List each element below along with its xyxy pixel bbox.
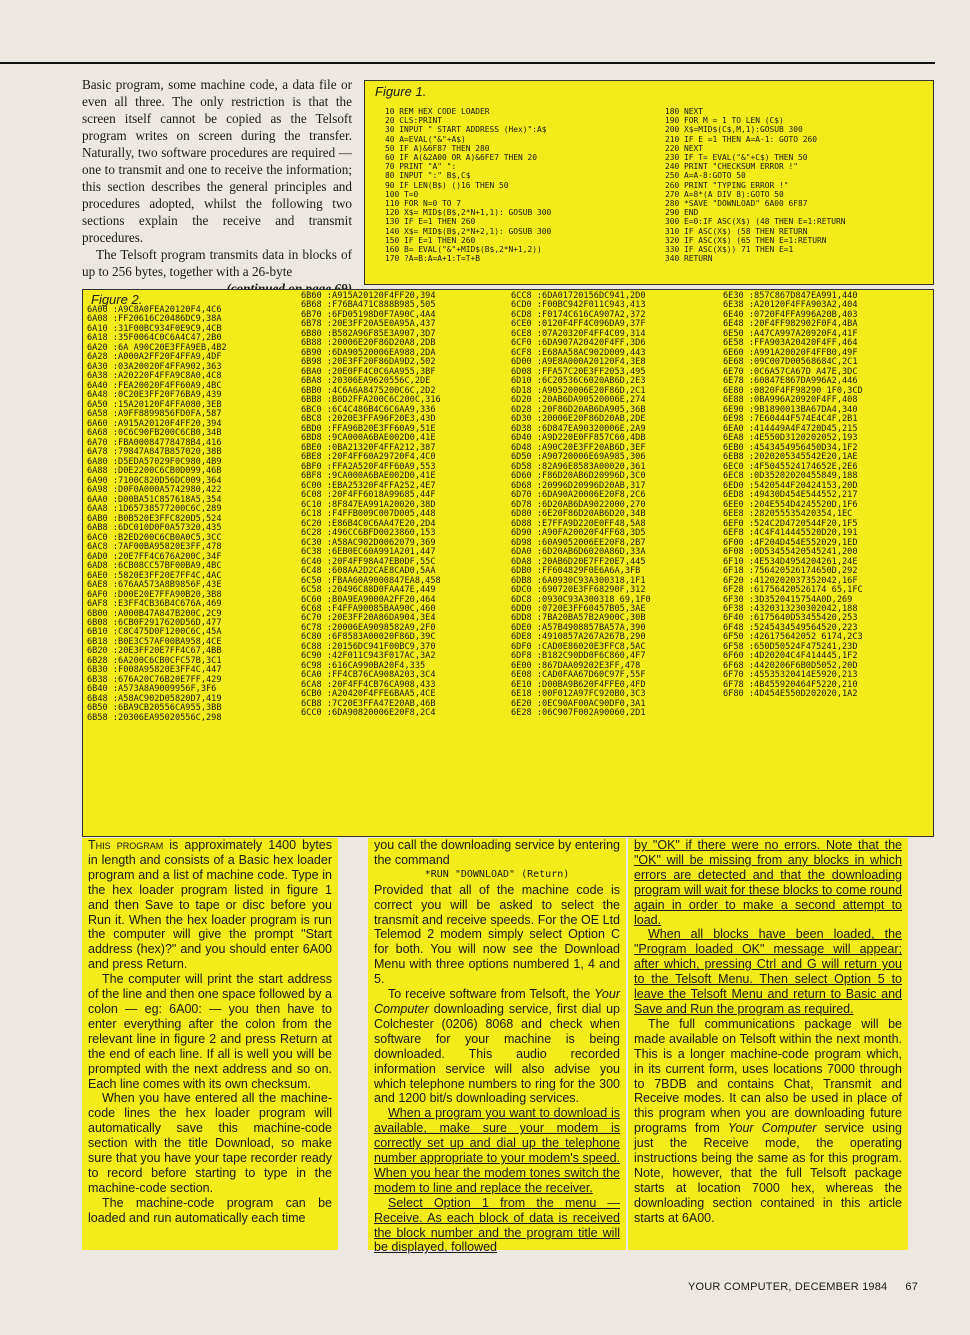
listing-line: 6F78 :4B455920464F5220,210: [723, 679, 858, 690]
listing-line: 6AD8 :6CB08CC57BF00BA9,4BC: [87, 561, 222, 572]
listing-line: 6B78 :20E3FF20A5E0A95A,437: [301, 319, 436, 330]
figure-2-caption: Figure 2.: [91, 292, 143, 307]
listing-line: 6AC0 :B2ED200C6CB0A0C5,3CC: [87, 532, 222, 543]
listing-line: 6DB8 :6A0930C93A300318,1F1: [511, 575, 646, 586]
intro-paragraph-2: The Telsoft program transmits data in blocks of up to 256 bytes, together with a 26-byte: [82, 247, 352, 279]
listing-line: 6B80 :B582A96F85E3A907,3D7: [301, 328, 436, 339]
article-column-3: [628, 838, 908, 1250]
listing-line: 6E18 :00F012A97FC920B0,3C3: [511, 689, 646, 700]
listing-line: 6E30 :857C867D847EA991,440: [723, 291, 858, 301]
listing-line: 6CE0 :0120F4FF4C096DA9,37F: [511, 319, 646, 330]
listing-line: 290 END: [665, 208, 699, 218]
listing-line: 6CE8 :07A20320F4FF4C09,314: [511, 328, 646, 339]
listing-line: 6D60 :F86D20AB6D20996D,3C0: [511, 471, 646, 482]
listing-line: 6EC0 :4F5045524174652E,2E6: [723, 461, 858, 472]
listing-line: 6C00 :EBA25320F4FFA252,4E7: [301, 480, 436, 491]
listing-line: 6EA8 :4E550D3120202052,193: [723, 433, 858, 444]
listing-line: 6EE0 :204E554D4245520D,1F6: [723, 499, 858, 510]
listing-line: 6E80 :0820F4FF98290 1F0,3CD: [723, 385, 863, 396]
listing-line: 6E60 :A991A20020F4FFB0,49F: [723, 347, 858, 358]
listing-line: 6D68 :20996D20996D20AB,317: [511, 480, 646, 491]
listing-line: 6B20 :20E3FF20E7FF4C67,4BB: [87, 646, 222, 657]
listing-line: 6D18 :A90520006E20F86D,2C1: [511, 385, 646, 396]
listing-line: 6AF8 :E3FF4CB36B4C676A,469: [87, 599, 222, 610]
listing-line: 6C50 :FBAA60A9000847EA8,458: [301, 575, 441, 586]
hex-column-4: [723, 292, 863, 700]
listing-line: 6A60 :A915A20120F4FF20,394: [87, 418, 222, 429]
hex-column-3: [511, 292, 651, 719]
listing-line: 6DB0 :FF604829F0E6A6A,3FB: [511, 566, 641, 577]
listing-line: 300 E=0:IF ASC(X$) (48 THEN E=1:RETURN: [665, 217, 846, 227]
listing-line: 70 PRINT "A" ":: [385, 162, 457, 172]
figure-1-listing-right: [665, 107, 846, 263]
listing-line: 6F30 :3D3520415754A0D,269: [723, 594, 853, 605]
listing-line: 6A40 :FEA20020F4FF60A9,4BC: [87, 380, 222, 391]
listing-line: 130 IF E=1 THEN 260: [385, 217, 476, 227]
listing-line: 190 FOR M = 1 TO LEN (C$): [665, 116, 784, 126]
listing-line: 6DC8 :0930C93A300318 69,1F0: [511, 594, 651, 605]
listing-line: 6D88 :E7FFA9D220E0FF48,5A8: [511, 518, 646, 529]
listing-line: 6CA8 :20F4FF4CB76CA908,433: [301, 679, 436, 690]
listing-line: 6AB0 :B0B520E3FFC820D5,524: [87, 513, 222, 524]
listing-line: 10 REM HEX CODE LOADER: [385, 107, 490, 116]
listing-line: 6D10 :6C20536C6020AB6D,2E3: [511, 376, 646, 387]
listing-line: 6C08 :20F4FF6018A99685,44F: [301, 490, 436, 501]
col1-paragraph-2: The computer will print the start address of the line and then one space followed by a colon — eg: 6A00: — you then have to enter everything after the colon from the relevant line in figure 2 and press Return at the end of each line. If all is well you will be prompted with the next address and so on. Each line comes with its own checksum.: [88, 972, 332, 1091]
listing-line: 6BD8 :9CA000A6BAE002D0,41E: [301, 433, 436, 444]
figure-1-box: [364, 80, 934, 285]
listing-line: 6CD8 :F0174C616CA907A2,372: [511, 309, 646, 320]
listing-line: 6B98 :20E3FF20F86DA9D2,502: [301, 357, 436, 368]
listing-line: 6E88 :0BA996A20920F4FF,408: [723, 395, 858, 406]
listing-line: 6CD0 :F00BC942F011C943,413: [511, 300, 646, 311]
listing-line: 6BE0 :0BA21320F4FFA212,387: [301, 442, 436, 453]
listing-line: 6F80 :4D454E550D202020,1A2: [723, 689, 858, 700]
listing-line: 6CF0 :6DA907A20420F4FF,3D6: [511, 338, 646, 349]
listing-line: 6B08 :6CB0F2917620D56D,477: [87, 617, 222, 628]
listing-line: 6A50 :15A20120F4FFA080,3EB: [87, 399, 222, 410]
listing-line: 6BE8 :20F4FF60A29720F4,4C0: [301, 452, 436, 463]
listing-line: 6A68 :0C6C90FB200C6CB0,34B: [87, 428, 222, 439]
figure-2-box: [82, 289, 934, 837]
listing-line: 6F08 :0D53455420545241,200: [723, 547, 858, 558]
listing-line: 60 IF A(&2A00 OR A)&6FE7 THEN 20: [385, 153, 538, 163]
listing-line: 6D78 :6D20AB6DA9022000,270: [511, 499, 646, 510]
listing-line: 6F18 :756420526174650D,292: [723, 566, 858, 577]
listing-line: 6F38 :4320313230302042,188: [723, 603, 858, 614]
listing-line: 6B38 :676A20C76B20E7FF,429: [87, 674, 222, 685]
listing-line: 6DC0 :690720E3FF68290F,312: [511, 585, 646, 596]
listing-line: 6A20 :6A A90C20E3FFA9EB,4B2: [87, 342, 227, 353]
listing-line: 6F60 :4D20204C4F414445,1F2: [723, 651, 858, 662]
listing-line: 6A30 :03A20020F4FFA902,363: [87, 361, 222, 372]
listing-line: 6D48 :A90C20E3FF20AB6D,3EF: [511, 442, 646, 453]
listing-line: 6B50 :6BA9CB20556CA955,3BB: [87, 703, 222, 714]
listing-line: 6B68 :F76BA471C888B985,505: [301, 300, 436, 311]
listing-line: 6C58 :20496C88D0FAA47E,449: [301, 585, 436, 596]
magazine-name: Your Computer: [374, 987, 620, 1016]
col2-paragraph-3: [374, 987, 620, 1106]
listing-line: 6F58 :650D50524F475241,23D: [723, 641, 858, 652]
listing-line: 6F20 :4120202037352042,16F: [723, 575, 858, 586]
listing-line: 6DA0 :6D20AB6D6020A86D,33A: [511, 547, 646, 558]
listing-line: 140 X$= MID$(B$,2*N+2,1): GOSUB 300: [385, 226, 552, 236]
listing-line: 6C90 :42F011C943F017AC,3A2: [301, 651, 436, 662]
listing-line: 6A18 :35F0064C0C6A4C47,2B0: [87, 333, 222, 344]
listing-line: 6C38 :6EB0EC60A991A201,447: [301, 547, 436, 558]
listing-line: 6EE8 :282055535420354,1EC: [723, 509, 853, 520]
hex-column-2: [301, 292, 441, 719]
listing-line: 330 IF ASC(X$)) 71 THEN E=1: [665, 245, 794, 255]
listing-line: 6EC8 :0D35202020455849,188: [723, 471, 858, 482]
listing-line: 6C80 :6F8583A00020F86D,39C: [301, 632, 436, 643]
listing-line: 6E50 :A47CA997A20920F4,41F: [723, 328, 858, 339]
listing-line: 170 ?A=B:A=A+1:T=T+B: [385, 254, 481, 264]
listing-line: 6CC0 :6DA90820006E20F8,2C4: [301, 708, 436, 719]
listing-line: 6A78 :79847A847B857020,38B: [87, 447, 222, 458]
listing-line: 6B60 :A915A20120F4FF20,394: [301, 291, 436, 301]
listing-line: 6BC0 :6C4C486B4C6C6AA9,336: [301, 404, 436, 415]
listing-line: 6BA0 :20E0FF4C0C6AA955,3BF: [301, 366, 436, 377]
listing-line: 6C60 :B0A9EA9000A2FF20,464: [301, 594, 436, 605]
listing-line: 6BC8 :2020E3FFA96F20E3,43D: [301, 414, 436, 425]
listing-line: 6C30 :A58AC902D0062079,369: [301, 537, 436, 548]
listing-line: 20 CLS:PRINT: [385, 116, 443, 126]
listing-line: 6C28 :496CC6BFD0023860,153: [301, 528, 436, 539]
listing-line: 6C18 :F4FFB009C007D005,448: [301, 509, 436, 520]
listing-line: 90 IF LEN(B$) ()16 THEN 50: [385, 180, 509, 190]
col2-paragraph-1: you call the downloading service by entering the command: [374, 838, 620, 867]
listing-line: 30 INPUT " START ADDRESS (Hex)":A$: [385, 125, 547, 135]
listing-line: 6E10 :D00BA9B620F4FFE0,4FD: [511, 679, 646, 690]
col1-paragraph-4: The machine-code program can be loaded and run automatically each time: [88, 1195, 332, 1225]
listing-line: 6E78 :60847E867DA996A2,446: [723, 376, 858, 387]
listing-line: 310 IF ASC(X$) (58 THEN RETURN: [665, 226, 808, 236]
listing-line: 6B28 :6A200C6CB0CFC57B,3C1: [87, 655, 222, 666]
col2-paragraph-5: Select Option 1 from the menu — Receive. As each block of data is received the block number and the program title will be displayed, followed: [374, 1195, 620, 1255]
listing-line: 6C10 :8F847EA991A20020,38D: [301, 499, 436, 510]
listing-line: 6C68 :F4FFA90085BAA90C,460: [301, 603, 436, 614]
col1-paragraph-1-text: is approximately 1400 bytes in length and consists of a Basic hex loader program and a list of machine code. Type in the hex loader program listed in figure 1 and then Save to tape or disc before you Run it. When the hex loader program is run the computer will give the prompt "Start address (hex)?" and you should enter 6A00 and press Return.: [88, 838, 332, 972]
listing-line: 180 NEXT: [665, 107, 704, 116]
col2-p3-start: To receive software from Telsoft, the: [388, 987, 595, 1002]
listing-line: 6A98 :D0F0A000A5742980,422: [87, 485, 222, 496]
col2-paragraph-4: When a program you want to download is available, make sure your modem is correctly set up and dial up the telephone number appropriate to your modem's speed. When you hear the modem tones switch the modem to line and replace the receiver.: [374, 1106, 620, 1195]
listing-line: 6C40 :20F4FF98A47EB0DF,55C: [301, 556, 436, 567]
listing-line: 6C88 :20156DC941F00BC9,370: [301, 641, 436, 652]
listing-line: 6D50 :A90720006E69A985,306: [511, 452, 646, 463]
listing-line: 6DA8 :20AB6D20E7FF20E7,445: [511, 556, 646, 567]
listing-line: 6F48 :5245434549564520,223: [723, 622, 858, 633]
listing-line: 6ED0 :5420544F20424153,20D: [723, 480, 858, 491]
listing-line: 6E20 :0EC90AF00AC90DF0,3A1: [511, 698, 646, 709]
listing-line: 6F28 :61756420526174 65,1FC: [723, 585, 863, 596]
listing-line: 6B48 :A58AC902D05820D7,419: [87, 693, 222, 704]
listing-line: 110 FOR N=0 TO 7: [385, 199, 462, 209]
listing-line: 6C48 :608AA2D2CAE8CAD0,5AA: [301, 566, 436, 577]
listing-line: 6F50 :426175642052 6174,2C3: [723, 632, 863, 643]
listing-line: 250 A=A-8:GOTO 50: [665, 171, 746, 181]
col2-p3-end: downloading service, first dial up Colchester (0206) 8068 and check when software for your machine is being downloaded. This audio recorded information service will also advise you which telephone numbers to ring for the 300 and 1200 bit/s downloading services.: [374, 1001, 620, 1106]
listing-line: 6D20 :20AB6DA90520006E,274: [511, 395, 646, 406]
listing-line: 6A80 :D5EDA57029F0C980,4B9: [87, 456, 222, 467]
magazine-name-2: Your Computer: [727, 1121, 817, 1136]
listing-line: 100 T=0: [385, 189, 419, 199]
listing-line: 6D38 :6D847EA90320006E,2A9: [511, 423, 646, 434]
listing-line: 6D90 :A90FA20020F4FF68,3D5: [511, 528, 646, 539]
listing-line: 6EA0 :414449A4F4720D45,215: [723, 423, 858, 434]
listing-line: 6D70 :6DA90A20006E20F8,2C6: [511, 490, 646, 501]
listing-line: 6CC8 :6DA01720156DC941,2D0: [511, 291, 646, 301]
listing-line: 6E38 :A20120F4FFA903A2,404: [723, 300, 858, 311]
listing-line: 40 A=EVAL("&"+A$): [385, 134, 466, 144]
col2-paragraph-2: Provided that all of the machine code is correct you will be asked to select the transmit and receive speeds. For the OE Ltd Telemod 2 modem simply select Option C for both. You will now see the Download Menu with three options numbered 1, 4 and 5.: [374, 882, 620, 987]
listing-line: 6BD0 :FFA96B20E3FF60A9,51E: [301, 423, 436, 434]
col1-paragraph-1: [88, 838, 332, 972]
listing-line: 6C20 :E86B4C0C6AA47E20,2D4: [301, 518, 436, 529]
col1-paragraph-3: When you have entered all the machine-code lines the hex loader program will automatically save this machine-code section with the title Download, so make sure that you have your tape recorder ready to record before starting to type in the machine-code section.: [88, 1091, 332, 1195]
listing-line: 280 *SAVE "DOWNLOAD" 6A00 6F87: [665, 199, 808, 209]
listing-line: 6DE8 :4910857A267A267B,290: [511, 632, 646, 643]
col3-paragraph-3: [634, 1017, 902, 1226]
listing-line: 6E28 :06C907F002A90060,2D1: [511, 708, 646, 719]
listing-line: 6D08 :FFA57C20E3FF2053,495: [511, 366, 646, 377]
page-footer: [688, 1281, 918, 1293]
listing-line: 6B40 :A573A8A9009956F,3F6: [87, 684, 217, 695]
listing-line: 6DD0 :0720E3FF60457B05,3AE: [511, 603, 646, 614]
listing-line: 230 IF T= EVAL("&"+C$) THEN 50: [665, 153, 808, 163]
listing-line: 6ED8 :49430D454E544552,217: [723, 490, 858, 501]
listing-line: 6AC8 :7AF00BA95820E3FF,478: [87, 542, 222, 553]
listing-line: 6DF0 :CAD0E86020E3FFC8,5AC: [511, 641, 646, 652]
listing-line: 6EB0 :4543454956450D34,1F2: [723, 442, 858, 453]
listing-line: 6CB8 :7C20E3FFA47E20AB,46B: [301, 698, 436, 709]
listing-line: 6B88 :20006E20F86D20A8,2DB: [301, 338, 436, 349]
listing-line: 6C78 :20006EA9098582A9,2F0: [301, 622, 436, 633]
article-column-2: [368, 838, 626, 1255]
listing-line: 6E58 :FFA903A20420F4FF,464: [723, 338, 858, 349]
listing-line: 150 IF E=1 THEN 260: [385, 235, 476, 245]
listing-line: 6E00 :867DAA09202E3FF,478: [511, 660, 641, 671]
listing-line: 6B00 :A000B47A847B200C,2C9: [87, 608, 222, 619]
listing-line: 6A28 :A000A2FF20F4FFA9,4DF: [87, 352, 222, 363]
intro-paragraph-1: Basic program, some machine code, a data file or even all three. The only restriction is that the screen itself cannot be copied as the Telsoft program writes on screen during the transfer. Naturally, two software procedures are required — one to transmit and one to receive the information; this section describes the general principles and procedures adopted, whilst the following two sections explain the receive and transmit procedures.: [82, 77, 352, 245]
listing-line: 6EB8 :2020205345542E20,1AE: [723, 452, 858, 463]
col3-paragraph-2: When all blocks have been loaded, the "Program loaded OK" message will appear; after which, pressing Ctrl and G will return you to the Telsoft Menu. Then select Option 5 to leave the Telsoft Menu and return to Basic and Save and Run the program as required.: [634, 927, 902, 1016]
run-command: *RUN "DOWNLOAD" (Return): [424, 868, 570, 880]
col3-p3-start: The full communications package will be made available on Telsoft within the next month. This is a longer machine-code program which, in its current form, uses locations 7000 through to 7BDB and contains Chat, Transmit and Receive modes. It can also be used in place of this program when you are downloading future programs from: [634, 1016, 902, 1136]
lead-in: This program: [88, 838, 164, 852]
listing-line: 6A70 :FBA00084778478B4,416: [87, 437, 222, 448]
listing-line: 6A48 :0C20E3FF20F76BA9,439: [87, 390, 222, 401]
listing-line: 6E98 :7E60444F574E4C4F,2B1: [723, 414, 858, 425]
listing-line: 6E90 :9B1890013BA67DA4,340: [723, 404, 858, 415]
listing-line: 6BB0 :4C6A6A8475200C6C,2D2: [301, 385, 436, 396]
listing-line: 6B90 :6DA90520006EA988,2DA: [301, 347, 436, 358]
listing-line: 6B18 :B0E3C57AF00BA958,4CE: [87, 636, 222, 647]
article-column-1: [82, 838, 338, 1250]
listing-line: 6A00 :A9C8A0FEA20120F4,4C6: [87, 305, 222, 315]
listing-line: 6C70 :20E3FF20A86DA904,3E4: [301, 613, 436, 624]
footer-magazine: YOUR COMPUTER, DECEMBER 1984: [688, 1281, 888, 1293]
listing-line: 320 IF ASC(X$) (65 THEN E=1:RETURN: [665, 235, 827, 245]
intro-text: [82, 76, 352, 297]
listing-line: 6F00 :4F204D454E552029,1ED: [723, 537, 858, 548]
listing-line: 6D00 :A9E8A000A20120F4,3E8: [511, 357, 646, 368]
listing-line: 6D58 :82A96E8583A00020,361: [511, 461, 646, 472]
listing-line: 6DE0 :A57B4908857BA57A,390: [511, 622, 646, 633]
listing-line: 240 PRINT "CHECKSUM ERROR !": [665, 162, 799, 172]
listing-line: 260 PRINT "TYPING ERROR !": [665, 180, 789, 190]
listing-line: 6AF0 :D00E20E7FFA90B20,3B8: [87, 589, 222, 600]
listing-line: 6AE0 :5820E3FF20E7FF4C,4AC: [87, 570, 222, 581]
listing-line: 6A08 :FF20616C20486DC9,38A: [87, 314, 222, 325]
listing-line: 6BF8 :9CA000A6BAE002D0,41E: [301, 471, 436, 482]
listing-line: 6C98 :616CA990BA20F4,335: [301, 660, 426, 671]
listing-line: 6F68 :4420206F6B0D5052,20D: [723, 660, 858, 671]
listing-line: 6BB8 :B0D2FFA200C6C200C,316: [301, 395, 441, 406]
listing-line: 6E70 :0C6A57CA67D A47E,3DC: [723, 366, 858, 377]
listing-line: 6B30 :F008A95820E3FF4C,447: [87, 665, 222, 676]
listing-line: 6A88 :D0E2200C6CB0D099,46B: [87, 466, 222, 477]
listing-line: 6D40 :A9D220E0FF857C60,4DB: [511, 433, 646, 444]
listing-line: 6CA0 :FF4CB76CA908A203,3C4: [301, 670, 436, 681]
hex-column-1: [87, 306, 227, 723]
listing-line: 6BA8 :20306EA9620556C,2DE: [301, 376, 431, 387]
listing-line: 6E68 :09C007D00568684C,2C1: [723, 357, 858, 368]
top-rule: [0, 62, 935, 64]
listing-line: 6E08 :CAD0FAA67D60C97F,55F: [511, 670, 646, 681]
listing-line: 6B10 :C8C475D0F1200C6C,45A: [87, 627, 222, 638]
listing-line: 120 X$= MID$(B$,2*N+1,1): GOSUB 300: [385, 208, 552, 218]
listing-line: 6CB0 :A20420F4FFE6BAA5,4CE: [301, 689, 436, 700]
listing-line: 6DF8 :B182C90DD0F6C860,4F7: [511, 651, 646, 662]
listing-line: 200 X$=MID$(C$,M,1):GOSUB 300: [665, 125, 803, 135]
listing-line: 160 B= EVAL("&"+MID$(B$,2*N+1,2)): [385, 245, 542, 255]
listing-line: 220 NEXT: [665, 143, 704, 153]
listing-line: 80 INPUT ":" B$,C$: [385, 171, 471, 181]
listing-line: 6A90 :7100C820D56DC009,364: [87, 475, 222, 486]
listing-line: 50 IF A)&6F87 THEN 280: [385, 143, 490, 153]
listing-line: 6CF8 :E68AA58AC902D009,443: [511, 347, 646, 358]
listing-line: 6EF0 :524C2D4720544F20,1F5: [723, 518, 858, 529]
listing-line: 6B70 :6FD05198D0F7A90C,4A4: [301, 309, 436, 320]
listing-line: 6AB8 :6DC010D0F0A57320,435: [87, 523, 222, 534]
listing-line: 6D28 :20F86D20AB6DA905,36B: [511, 404, 646, 415]
listing-line: 270 A=8*(A DIV 8):GOTO 50: [665, 189, 784, 199]
figure-1-listing-left: [385, 107, 551, 263]
col3-p3-end: service using just the Receive mode, the operating instructions being the same as for this program. Note, however, that the full Telsoft package starts at location 7000 hex, whereas the downloading section contained in this article starts at 6A00.: [634, 1121, 902, 1225]
listing-line: 6D98 :60A9052006EE20F8,2B7: [511, 537, 646, 548]
listing-line: 6AD0 :20E7FF4C676A200C,34F: [87, 551, 222, 562]
listing-line: 210 IF E =1 THEN A=A-1: GOTO 260: [665, 134, 818, 144]
listing-line: 6E48 :20F4FF982902F0F4,4BA: [723, 319, 858, 330]
listing-line: 6F10 :4E534D4954204261,24E: [723, 556, 858, 567]
listing-line: 6EF8 :4C4F414445520D20,191: [723, 528, 858, 539]
page-number: 67: [905, 1281, 919, 1293]
listing-line: 6A38 :A20220F4FFA9C8A0,4C8: [87, 371, 222, 382]
listing-line: 6B58 :20306EA95020556C,298: [87, 712, 222, 723]
listing-line: 6D30 :20006E20F86D20AB,2DE: [511, 414, 646, 425]
figure-1-caption: Figure 1.: [375, 84, 427, 99]
col3-paragraph-1: by "OK" if there were no errors. Note that the "OK" will be missing from any blocks in which errors are detected and that the downloading program will wait for these blocks to come round again in order to make a second attempt to load.: [634, 838, 902, 927]
listing-line: 6A58 :A9FF8899856FD0FA,587: [87, 409, 222, 420]
listing-line: 6DD8 :7BA20BA57B2A900C,30B: [511, 613, 646, 624]
listing-line: 6BF0 :FFA2A520F4FF60A9,553: [301, 461, 436, 472]
listing-line: 6E40 :0720F4FFA996A20B,403: [723, 309, 858, 320]
listing-line: 6AA8 :1D65738577200C6C,289: [87, 504, 222, 515]
listing-line: 6D80 :6E20F86D20AB6D20,34B: [511, 509, 646, 520]
listing-line: 6AE8 :676AA573A8B9856F,43E: [87, 580, 222, 591]
listing-line: 6F40 :6175640D53455420,253: [723, 613, 858, 624]
listing-line: 6A10 :31F00BC934F0E9C9,4CB: [87, 323, 222, 334]
listing-line: 6AA0 :D00BA51C857618A5,354: [87, 494, 222, 505]
listing-line: 340 RETURN: [665, 254, 713, 264]
listing-line: 6F70 :45535320414E5920,213: [723, 670, 858, 681]
